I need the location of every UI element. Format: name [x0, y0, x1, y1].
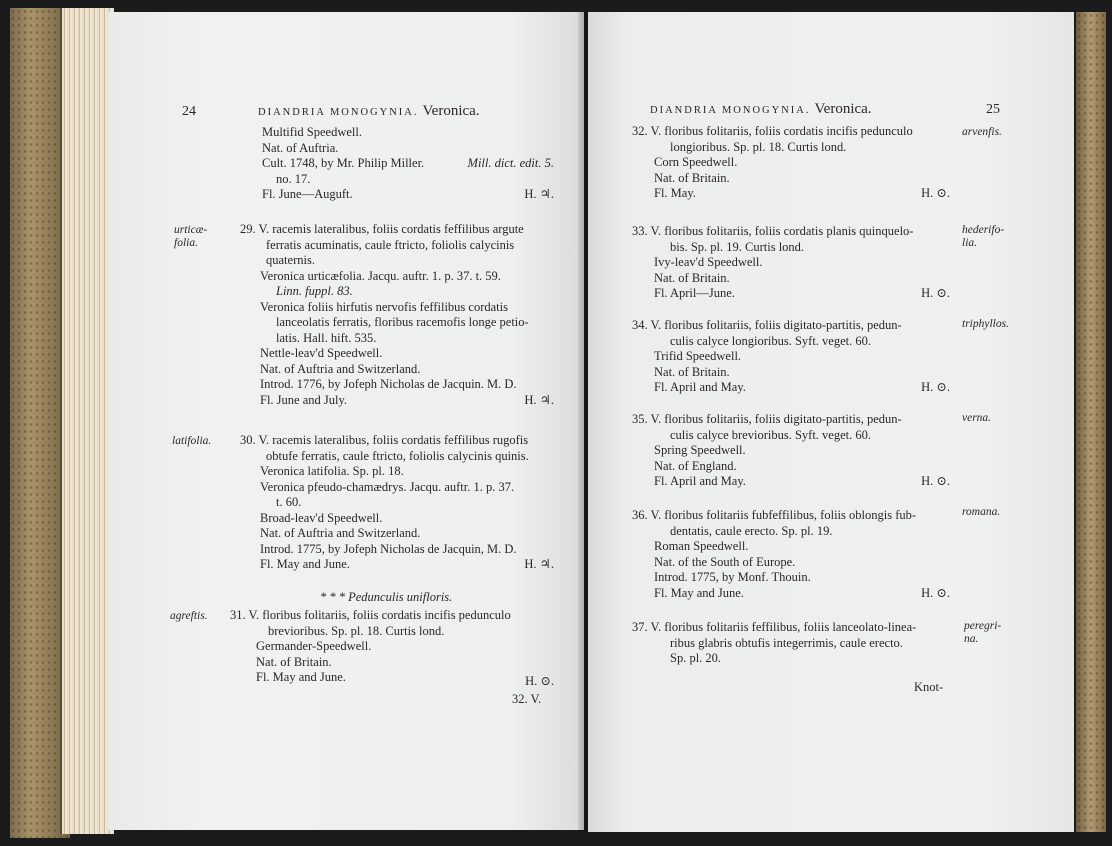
entry-32: 32. V. floribus folitariis, foliis cordatis incifis pedunculo longioribus. Sp. pl. 18. Curtis lond. Corn Speedwell. Nat. of Britain. Fl. May. H. ⊙.: [632, 124, 950, 200]
margin-name: arvenfis.: [962, 126, 1002, 138]
catchword: 32. V.: [512, 692, 542, 706]
entry-35: 35. V. floribus folitariis, foliis digitato-partitis, pedun- culis calyce brevioribus. Syft. veget. 60. Spring Speedwell. Nat. of England. Fl. April and May. H. ⊙.: [632, 412, 950, 488]
entry-34: 34. V. floribus folitariis, foliis digitato-partitis, pedun- culis calyce longioribus. Syft. veget. 60. Trifid Speedwell. Nat. of Britain. Fl. April and May. H. ⊙.: [632, 318, 950, 394]
native-line: Nat. of Auftria.: [262, 140, 339, 155]
entry-33: 33. V. floribus folitariis, foliis cordatis planis quinquelo- bis. Sp. pl. 19. Curtis lond. Ivy-leav'd Speedwell. Nat. of Britain. Fl. April—June. H. ⊙.: [632, 224, 950, 300]
running-head: [650, 100, 872, 118]
left-page: [108, 12, 584, 830]
entry-29: 29. V. racemis lateralibus, foliis cordatis feffilibus argute ferratis acuminatis, caule ftricto, foliolis calycinis quaternis. Veronica urticæfolia. Jacqu. auftr. 1. p. 37. t. 59. Linn. fuppl. 83. Veronica foliis hirfutis nervofis feffilibus cordatis lanceolatis ferratis, floribus racemofis longe petio- latis. Hall. hift. 535. Nettle-leav'd Speedwell. Nat. of Auftria and Switzerland. Introd. 1776, by Jofeph Nicholas de Jacquin. M. D. Fl. June and July. H. ♃.: [240, 222, 554, 407]
margin-name: verna.: [962, 412, 992, 424]
running-head-genus: Veronica.: [814, 101, 872, 117]
page-number: 24: [182, 104, 196, 119]
entry-28-continuation: [262, 125, 554, 203]
entry-30: 30. V. racemis lateralibus, foliis cordatis feffilibus rugofis obtufe ferratis, caule ftricto, foliolis calycinis quinis. Veronica latifolia. Sp. pl. 18. Veronica pfeudo-chamædrys. Jacqu. auftr. 1. p. 37. t. 60. Broad-leav'd Speedwell. Nat. of Auftria and Switzerland. Introd. 1775, by Jofeph Nicholas de Jacquin, M. D. Fl. May and June. H. ♃.: [240, 433, 554, 571]
margin-name: triphyllos.: [962, 318, 1009, 330]
catchword: Knot-: [914, 680, 944, 694]
entry-36: 36. V. floribus folitariis fubfeffilibus, foliis oblongis fub- dentatis, caule erecto. Sp. pl. 19. Roman Speedwell. Nat. of the South of Europe. Introd. 1775, by Monf. Thouin. Fl. May and June. H. ⊙.: [632, 508, 950, 600]
margin-name: urticæ-folia.: [174, 224, 208, 249]
margin-name: romana.: [962, 506, 1001, 518]
margin-name: agreftis.: [170, 610, 208, 622]
cult-line: Cult. 1748, by Mr. Philip Miller. Mill. dict. edit. 5.: [262, 156, 554, 170]
margin-name: peregri-na.: [964, 620, 1002, 645]
entry-31: 31. V. floribus folitariis, foliis cordatis incifis pedunculo brevioribus. Sp. pl. 18. Curtis lond. Germander-Speedwell. Nat. of Britain. Fl. May and June. H. ⊙.: [230, 608, 554, 688]
common-name: Multifid Speedwell.: [262, 125, 362, 139]
running-head-text: DIANDRIA MONOGYNIA.: [650, 105, 811, 116]
running-head-text: DIANDRIA MONOGYNIA.: [258, 107, 419, 118]
margin-name: hederifo-lia.: [962, 224, 1005, 249]
margin-name: latifolia.: [172, 435, 212, 447]
book-cover-right: [1076, 12, 1106, 832]
page-edges: [60, 8, 114, 834]
entry-37: 37. V. floribus folitariis feffilibus, foliis lanceolato-linea- ribus glabris obtufis integerrimis, caule erecto. Sp. pl. 20.: [632, 620, 917, 665]
running-head-genus: Veronica.: [422, 103, 480, 119]
running-head: [258, 102, 480, 120]
section-heading: * * * Pedunculis unifloris.: [320, 590, 453, 604]
ref-line: no. 17.: [276, 171, 311, 186]
right-page: [588, 12, 1074, 832]
flowering-line: Fl. June—Auguft. H. ♃.: [262, 187, 554, 201]
page-number: 25: [986, 102, 1000, 117]
